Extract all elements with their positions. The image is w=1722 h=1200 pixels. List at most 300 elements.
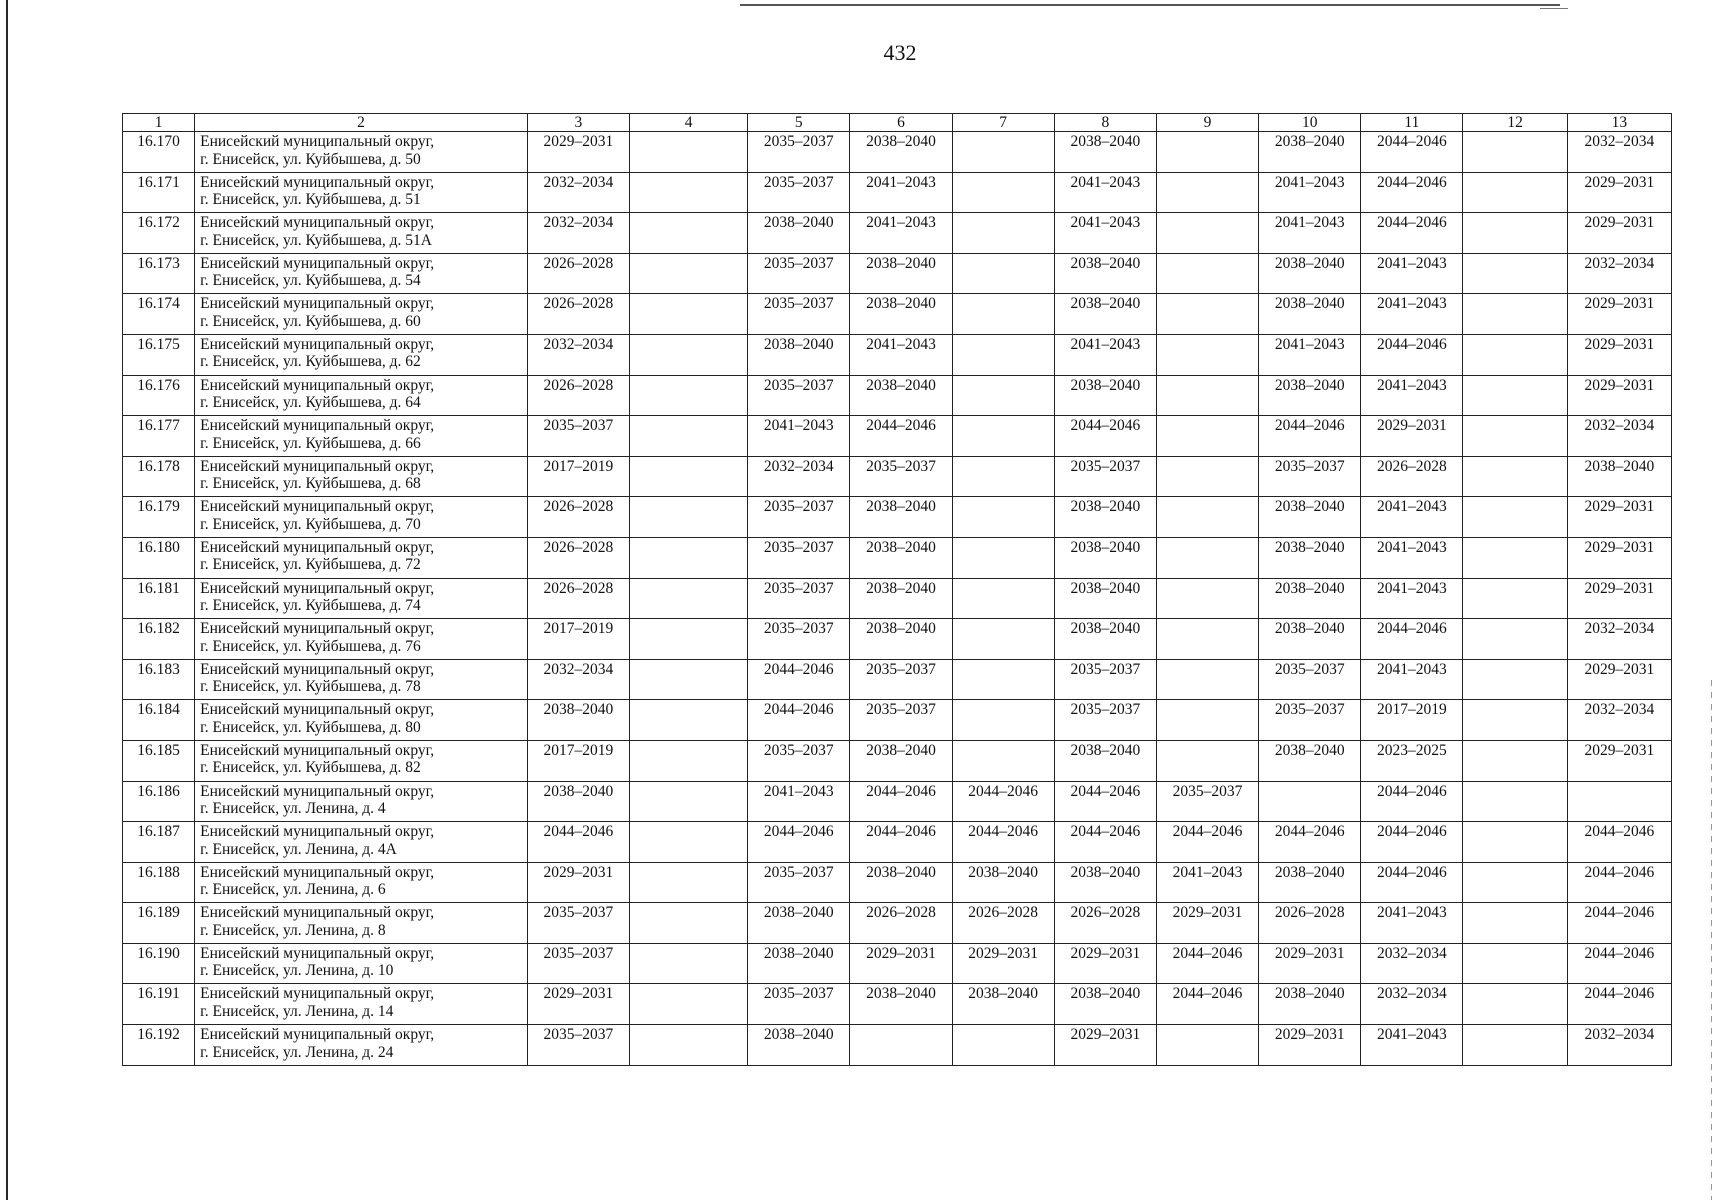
period-cell-col-10: 2038–2040	[1259, 740, 1361, 781]
period-cell-col-4	[629, 659, 747, 700]
address-cell	[195, 740, 528, 781]
period-cell-col-3: 2032–2034	[527, 659, 629, 700]
period-cell-col-5: 2035–2037	[748, 132, 850, 173]
row-number-cell: 16.183	[123, 659, 195, 700]
period-cell-col-8: 2038–2040	[1054, 294, 1156, 335]
period-cell-col-3: 2026–2028	[527, 497, 629, 538]
period-cell-col-7	[952, 416, 1054, 457]
address-line-street: г. Енисейск, ул. Ленина, д. 24	[200, 1043, 394, 1061]
period-cell-col-4	[629, 943, 747, 984]
address-line-municipality: Енисейский муниципальный округ,	[200, 254, 435, 272]
period-cell-col-9: 2044–2046	[1156, 822, 1258, 863]
table-row	[123, 213, 1672, 254]
period-cell-col-5: 2035–2037	[748, 253, 850, 294]
address-line-municipality: Енисейский муниципальный округ,	[200, 1026, 435, 1044]
period-cell-col-5: 2035–2037	[748, 619, 850, 660]
period-cell-col-4	[629, 822, 747, 863]
address-cell	[195, 172, 528, 213]
period-cell-col-9	[1156, 578, 1258, 619]
column-header: 5	[748, 114, 850, 132]
period-cell-col-7	[952, 700, 1054, 741]
period-cell-col-7	[952, 740, 1054, 781]
address-line-municipality: Енисейский муниципальный округ,	[200, 985, 435, 1003]
period-cell-col-5: 2038–2040	[748, 334, 850, 375]
period-cell-col-5: 2044–2046	[748, 822, 850, 863]
period-cell-col-9: 2029–2031	[1156, 903, 1258, 944]
period-cell-col-13: 2032–2034	[1567, 253, 1671, 294]
column-header: 1	[123, 114, 195, 132]
address-line-municipality: Енисейский муниципальный округ,	[200, 863, 435, 881]
table-body	[123, 132, 1672, 1066]
address-line-street: г. Енисейск, ул. Куйбышева, д. 51А	[200, 231, 432, 249]
address-cell	[195, 537, 528, 578]
scan-artifact-top-line	[740, 4, 1560, 6]
period-cell-col-13: 2044–2046	[1567, 903, 1671, 944]
address-cell	[195, 213, 528, 254]
period-cell-col-4	[629, 903, 747, 944]
period-cell-col-11: 2041–2043	[1361, 903, 1463, 944]
period-cell-col-10: 2026–2028	[1259, 903, 1361, 944]
period-cell-col-4	[629, 172, 747, 213]
column-header: 3	[527, 114, 629, 132]
scan-artifact-right-edge	[1711, 680, 1712, 1200]
period-cell-col-11: 2029–2031	[1361, 416, 1463, 457]
period-cell-col-10: 2035–2037	[1259, 456, 1361, 497]
address-cell	[195, 619, 528, 660]
period-cell-col-8: 2044–2046	[1054, 822, 1156, 863]
period-cell-col-11: 2041–2043	[1361, 497, 1463, 538]
address-cell	[195, 456, 528, 497]
row-number-cell: 16.176	[123, 375, 195, 416]
period-cell-col-9	[1156, 700, 1258, 741]
column-header: 12	[1463, 114, 1567, 132]
period-cell-col-9	[1156, 619, 1258, 660]
period-cell-col-7: 2044–2046	[952, 822, 1054, 863]
period-cell-col-7: 2026–2028	[952, 903, 1054, 944]
table-row	[123, 537, 1672, 578]
period-cell-col-8: 2038–2040	[1054, 537, 1156, 578]
period-cell-col-6: 2035–2037	[850, 700, 952, 741]
address-line-street: г. Енисейск, ул. Куйбышева, д. 80	[200, 718, 421, 736]
period-cell-col-6: 2038–2040	[850, 619, 952, 660]
address-cell	[195, 294, 528, 335]
table-row	[123, 700, 1672, 741]
period-cell-col-9: 2035–2037	[1156, 781, 1258, 822]
period-cell-col-12	[1463, 903, 1567, 944]
period-cell-col-3: 2032–2034	[527, 213, 629, 254]
period-cell-col-6	[850, 1025, 952, 1066]
table-row	[123, 862, 1672, 903]
column-header: 8	[1054, 114, 1156, 132]
row-number-cell: 16.188	[123, 862, 195, 903]
period-cell-col-10: 2029–2031	[1259, 943, 1361, 984]
period-cell-col-3: 2026–2028	[527, 375, 629, 416]
period-cell-col-11: 2044–2046	[1361, 619, 1463, 660]
address-line-street: г. Енисейск, ул. Ленина, д. 4А	[200, 840, 397, 858]
period-cell-col-4	[629, 619, 747, 660]
row-number-cell: 16.182	[123, 619, 195, 660]
period-cell-col-13: 2032–2034	[1567, 416, 1671, 457]
period-cell-col-11: 2041–2043	[1361, 253, 1463, 294]
period-cell-col-10: 2038–2040	[1259, 253, 1361, 294]
period-cell-col-9	[1156, 294, 1258, 335]
row-number-cell: 16.186	[123, 781, 195, 822]
period-cell-col-5: 2035–2037	[748, 862, 850, 903]
period-cell-col-4	[629, 984, 747, 1025]
period-cell-col-13: 2032–2034	[1567, 132, 1671, 173]
row-number-cell: 16.171	[123, 172, 195, 213]
period-cell-col-3: 2026–2028	[527, 578, 629, 619]
address-line-street: г. Енисейск, ул. Куйбышева, д. 70	[200, 515, 421, 533]
row-number-cell: 16.175	[123, 334, 195, 375]
period-cell-col-9	[1156, 334, 1258, 375]
period-cell-col-11: 2041–2043	[1361, 537, 1463, 578]
period-cell-col-8: 2038–2040	[1054, 253, 1156, 294]
period-cell-col-4	[629, 578, 747, 619]
address-line-street: г. Енисейск, ул. Куйбышева, д. 62	[200, 353, 421, 371]
period-cell-col-9	[1156, 253, 1258, 294]
period-cell-col-4	[629, 375, 747, 416]
period-cell-col-13: 2029–2031	[1567, 740, 1671, 781]
period-cell-col-6: 2041–2043	[850, 172, 952, 213]
address-cell	[195, 781, 528, 822]
period-cell-col-7: 2029–2031	[952, 943, 1054, 984]
period-cell-col-8: 2029–2031	[1054, 943, 1156, 984]
period-cell-col-9	[1156, 172, 1258, 213]
period-cell-col-13: 2032–2034	[1567, 1025, 1671, 1066]
address-cell	[195, 132, 528, 173]
period-cell-col-6: 2035–2037	[850, 659, 952, 700]
table-row	[123, 456, 1672, 497]
address-line-street: г. Енисейск, ул. Ленина, д. 8	[200, 921, 386, 939]
period-cell-col-9	[1156, 456, 1258, 497]
period-cell-col-9	[1156, 740, 1258, 781]
period-cell-col-12	[1463, 619, 1567, 660]
period-cell-col-10: 2035–2037	[1259, 659, 1361, 700]
period-cell-col-11: 2041–2043	[1361, 578, 1463, 619]
address-line-street: г. Енисейск, ул. Куйбышева, д. 66	[200, 434, 421, 452]
period-cell-col-10: 2038–2040	[1259, 294, 1361, 335]
period-cell-col-3: 2035–2037	[527, 1025, 629, 1066]
period-cell-col-5: 2035–2037	[748, 375, 850, 416]
period-cell-col-8: 2038–2040	[1054, 619, 1156, 660]
period-cell-col-5: 2038–2040	[748, 903, 850, 944]
period-cell-col-7	[952, 172, 1054, 213]
period-cell-col-11: 2044–2046	[1361, 132, 1463, 173]
period-cell-col-12	[1463, 456, 1567, 497]
scan-artifact-top-line-short	[1540, 8, 1568, 9]
address-line-street: г. Енисейск, ул. Куйбышева, д. 76	[200, 637, 421, 655]
address-line-street: г. Енисейск, ул. Ленина, д. 4	[200, 800, 386, 817]
period-cell-col-12	[1463, 781, 1567, 822]
period-cell-col-5: 2044–2046	[748, 659, 850, 700]
period-cell-col-10: 2041–2043	[1259, 334, 1361, 375]
period-cell-col-8: 2038–2040	[1054, 862, 1156, 903]
period-cell-col-12	[1463, 984, 1567, 1025]
period-cell-col-8: 2035–2037	[1054, 659, 1156, 700]
row-number-cell: 16.184	[123, 700, 195, 741]
period-cell-col-5: 2038–2040	[748, 213, 850, 254]
period-cell-col-5: 2035–2037	[748, 294, 850, 335]
address-line-municipality: Енисейский муниципальный округ,	[200, 376, 435, 394]
address-line-municipality: Енисейский муниципальный округ,	[200, 660, 435, 678]
period-cell-col-8: 2038–2040	[1054, 132, 1156, 173]
period-cell-col-7	[952, 294, 1054, 335]
period-cell-col-6: 2044–2046	[850, 416, 952, 457]
period-cell-col-6: 2041–2043	[850, 334, 952, 375]
address-line-street: г. Енисейск, ул. Ленина, д. 10	[200, 962, 394, 980]
period-cell-col-10	[1259, 781, 1361, 822]
row-number-cell: 16.190	[123, 943, 195, 984]
period-cell-col-4	[629, 1025, 747, 1066]
period-cell-col-11: 2044–2046	[1361, 862, 1463, 903]
period-cell-col-4	[629, 700, 747, 741]
period-cell-col-9	[1156, 375, 1258, 416]
address-cell	[195, 1025, 528, 1066]
period-cell-col-6: 2038–2040	[850, 537, 952, 578]
period-cell-col-13: 2029–2031	[1567, 294, 1671, 335]
period-cell-col-7: 2044–2046	[952, 781, 1054, 822]
row-number-cell: 16.172	[123, 213, 195, 254]
period-cell-col-11: 2023–2025	[1361, 740, 1463, 781]
period-cell-col-6: 2041–2043	[850, 213, 952, 254]
row-number-cell: 16.189	[123, 903, 195, 944]
period-cell-col-4	[629, 253, 747, 294]
period-cell-col-8: 2038–2040	[1054, 984, 1156, 1025]
row-number-cell: 16.187	[123, 822, 195, 863]
period-cell-col-3: 2035–2037	[527, 903, 629, 944]
table-row	[123, 294, 1672, 335]
row-number-cell: 16.180	[123, 537, 195, 578]
period-cell-col-12	[1463, 213, 1567, 254]
period-cell-col-5: 2035–2037	[748, 578, 850, 619]
address-line-municipality: Енисейский муниципальный округ,	[200, 173, 435, 191]
period-cell-col-8: 2044–2046	[1054, 416, 1156, 457]
period-cell-col-12	[1463, 822, 1567, 863]
period-cell-col-10: 2041–2043	[1259, 213, 1361, 254]
table-row	[123, 497, 1672, 538]
period-cell-col-10: 2038–2040	[1259, 537, 1361, 578]
address-line-municipality: Енисейский муниципальный округ,	[200, 457, 435, 475]
address-cell	[195, 416, 528, 457]
period-cell-col-13: 2044–2046	[1567, 862, 1671, 903]
period-cell-col-11: 2044–2046	[1361, 213, 1463, 254]
period-cell-col-3: 2029–2031	[527, 984, 629, 1025]
table-row	[123, 334, 1672, 375]
period-cell-col-7	[952, 578, 1054, 619]
period-cell-col-7	[952, 213, 1054, 254]
period-cell-col-9	[1156, 497, 1258, 538]
table-row	[123, 132, 1672, 173]
period-cell-col-13: 2032–2034	[1567, 700, 1671, 741]
address-line-street: г. Енисейск, ул. Куйбышева, д. 50	[200, 150, 421, 168]
period-cell-col-6: 2038–2040	[850, 862, 952, 903]
period-cell-col-10: 2035–2037	[1259, 700, 1361, 741]
period-cell-col-12	[1463, 740, 1567, 781]
period-cell-col-11: 2044–2046	[1361, 172, 1463, 213]
table-row	[123, 172, 1672, 213]
period-cell-col-10: 2038–2040	[1259, 578, 1361, 619]
period-cell-col-10: 2044–2046	[1259, 416, 1361, 457]
period-cell-col-3: 2044–2046	[527, 822, 629, 863]
address-line-municipality: Енисейский муниципальный округ,	[200, 579, 435, 597]
period-cell-col-7	[952, 1025, 1054, 1066]
address-line-street: г. Енисейск, ул. Куйбышева, д. 74	[200, 597, 421, 615]
period-cell-col-12	[1463, 416, 1567, 457]
period-cell-col-11: 2032–2034	[1361, 984, 1463, 1025]
period-cell-col-13: 2029–2031	[1567, 213, 1671, 254]
period-cell-col-10: 2041–2043	[1259, 172, 1361, 213]
period-cell-col-7	[952, 253, 1054, 294]
period-cell-col-6: 2038–2040	[850, 984, 952, 1025]
period-cell-col-12	[1463, 700, 1567, 741]
table-row	[123, 903, 1672, 944]
period-cell-col-10: 2038–2040	[1259, 619, 1361, 660]
period-cell-col-10: 2038–2040	[1259, 132, 1361, 173]
period-cell-col-3: 2026–2028	[527, 294, 629, 335]
row-number-cell: 16.174	[123, 294, 195, 335]
period-cell-col-6: 2044–2046	[850, 781, 952, 822]
address-line-municipality: Енисейский муниципальный округ,	[200, 295, 435, 313]
column-header: 4	[629, 114, 747, 132]
period-cell-col-6: 2038–2040	[850, 132, 952, 173]
column-header: 11	[1361, 114, 1463, 132]
period-cell-col-8: 2029–2031	[1054, 1025, 1156, 1066]
period-cell-col-7	[952, 334, 1054, 375]
period-cell-col-5: 2041–2043	[748, 781, 850, 822]
period-cell-col-5: 2035–2037	[748, 740, 850, 781]
header-row	[123, 114, 1672, 132]
period-cell-col-12	[1463, 862, 1567, 903]
table-row	[123, 740, 1672, 781]
address-line-municipality: Енисейский муниципальный округ,	[200, 538, 435, 556]
row-number-cell: 16.191	[123, 984, 195, 1025]
period-cell-col-3: 2017–2019	[527, 456, 629, 497]
address-cell	[195, 862, 528, 903]
period-cell-col-13: 2044–2046	[1567, 943, 1671, 984]
period-cell-col-8: 2026–2028	[1054, 903, 1156, 944]
period-cell-col-12	[1463, 943, 1567, 984]
period-cell-col-9	[1156, 537, 1258, 578]
column-header: 13	[1567, 114, 1671, 132]
row-number-cell: 16.177	[123, 416, 195, 457]
period-cell-col-3: 2035–2037	[527, 943, 629, 984]
address-line-municipality: Енисейский муниципальный округ,	[200, 782, 435, 800]
period-cell-col-4	[629, 497, 747, 538]
period-cell-col-10: 2038–2040	[1259, 375, 1361, 416]
period-cell-col-6: 2035–2037	[850, 456, 952, 497]
period-cell-col-12	[1463, 497, 1567, 538]
table-row	[123, 375, 1672, 416]
period-cell-col-7: 2038–2040	[952, 862, 1054, 903]
period-cell-col-3: 2017–2019	[527, 740, 629, 781]
address-line-street: г. Енисейск, ул. Куйбышева, д. 68	[200, 475, 421, 493]
address-cell	[195, 903, 528, 944]
address-line-street: г. Енисейск, ул. Куйбышева, д. 54	[200, 272, 421, 290]
period-cell-col-3: 2026–2028	[527, 537, 629, 578]
period-cell-col-4	[629, 740, 747, 781]
address-line-municipality: Енисейский муниципальный округ,	[200, 904, 435, 922]
period-cell-col-4	[629, 334, 747, 375]
period-cell-col-8: 2041–2043	[1054, 334, 1156, 375]
period-cell-col-7: 2038–2040	[952, 984, 1054, 1025]
row-number-cell: 16.178	[123, 456, 195, 497]
period-cell-col-5: 2038–2040	[748, 943, 850, 984]
period-cell-col-13	[1567, 781, 1671, 822]
column-header: 10	[1259, 114, 1361, 132]
period-cell-col-13: 2044–2046	[1567, 822, 1671, 863]
period-cell-col-13: 2029–2031	[1567, 334, 1671, 375]
period-cell-col-9: 2044–2046	[1156, 943, 1258, 984]
period-cell-col-11: 2041–2043	[1361, 294, 1463, 335]
period-cell-col-5: 2035–2037	[748, 497, 850, 538]
period-cell-col-13: 2038–2040	[1567, 456, 1671, 497]
column-header: 2	[195, 114, 528, 132]
period-cell-col-6: 2026–2028	[850, 903, 952, 944]
address-line-municipality: Енисейский муниципальный округ,	[200, 741, 435, 759]
period-cell-col-13: 2029–2031	[1567, 659, 1671, 700]
period-cell-col-3: 2026–2028	[527, 253, 629, 294]
period-cell-col-8: 2035–2037	[1054, 456, 1156, 497]
period-cell-col-6: 2038–2040	[850, 578, 952, 619]
period-cell-col-11: 2044–2046	[1361, 334, 1463, 375]
address-line-municipality: Енисейский муниципальный округ,	[200, 944, 435, 962]
address-cell	[195, 253, 528, 294]
period-cell-col-5: 2038–2040	[748, 1025, 850, 1066]
period-cell-col-6: 2029–2031	[850, 943, 952, 984]
address-cell	[195, 822, 528, 863]
address-line-municipality: Енисейский муниципальный округ,	[200, 620, 435, 638]
period-cell-col-12	[1463, 578, 1567, 619]
address-line-municipality: Енисейский муниципальный округ,	[200, 133, 435, 150]
table-row	[123, 253, 1672, 294]
row-number-cell: 16.173	[123, 253, 195, 294]
address-cell	[195, 578, 528, 619]
address-line-street: г. Енисейск, ул. Ленина, д. 14	[200, 1002, 394, 1020]
period-cell-col-12	[1463, 172, 1567, 213]
period-cell-col-5: 2041–2043	[748, 416, 850, 457]
period-cell-col-13: 2029–2031	[1567, 375, 1671, 416]
period-cell-col-11: 2026–2028	[1361, 456, 1463, 497]
period-cell-col-4	[629, 213, 747, 254]
period-cell-col-9	[1156, 416, 1258, 457]
table-row	[123, 619, 1672, 660]
period-cell-col-6: 2044–2046	[850, 822, 952, 863]
period-cell-col-6: 2038–2040	[850, 294, 952, 335]
period-cell-col-8: 2044–2046	[1054, 781, 1156, 822]
address-cell	[195, 700, 528, 741]
period-cell-col-8: 2041–2043	[1054, 213, 1156, 254]
period-cell-col-12	[1463, 659, 1567, 700]
period-cell-col-3: 2038–2040	[527, 700, 629, 741]
column-header: 9	[1156, 114, 1258, 132]
period-cell-col-3: 2032–2034	[527, 172, 629, 213]
period-cell-col-12	[1463, 375, 1567, 416]
period-cell-col-9	[1156, 659, 1258, 700]
period-cell-col-11: 2017–2019	[1361, 700, 1463, 741]
row-number-cell: 16.179	[123, 497, 195, 538]
period-cell-col-10: 2038–2040	[1259, 497, 1361, 538]
address-line-municipality: Енисейский муниципальный округ,	[200, 823, 435, 841]
period-cell-col-13: 2029–2031	[1567, 537, 1671, 578]
row-number-cell: 16.181	[123, 578, 195, 619]
address-cell	[195, 659, 528, 700]
period-cell-col-11: 2044–2046	[1361, 822, 1463, 863]
period-cell-col-7	[952, 497, 1054, 538]
schedule-table	[122, 113, 1672, 1066]
address-line-street: г. Енисейск, ул. Куйбышева, д. 51	[200, 191, 421, 209]
table-row	[123, 984, 1672, 1025]
